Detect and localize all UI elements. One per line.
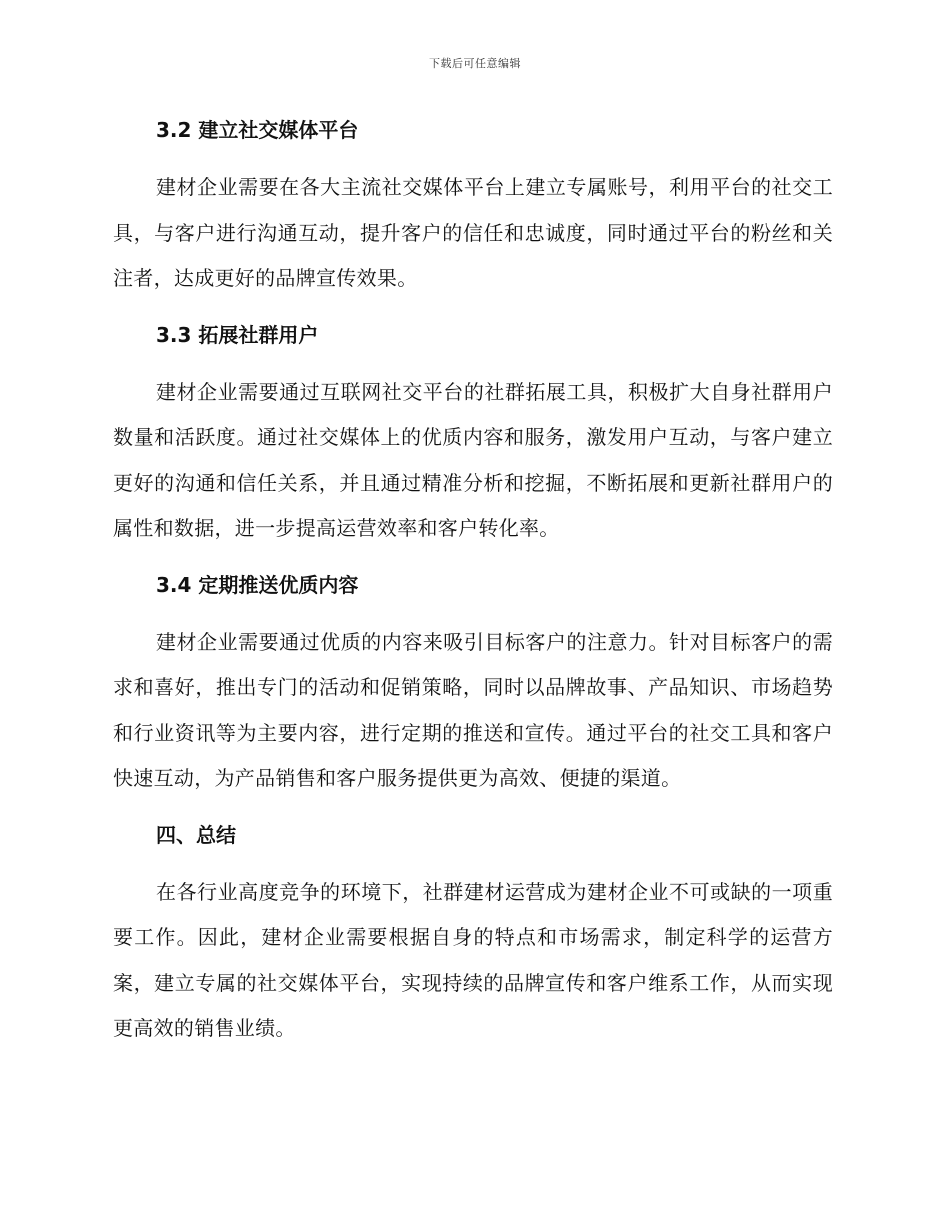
section-heading: 3.4 定期推送优质内容	[156, 572, 359, 597]
section-push-quality-content	[113, 563, 833, 813]
section-heading: 四、总结	[156, 822, 236, 847]
section-paragraph: 在各行业高度竞争的环境下，社群建材运营成为建材企业不可或缺的一项重要工作。因此，建材企业需要根据自身的特点和市场需求，制定科学的运营方案，建立专属的社交媒体平台，实现持续的品牌宣传和客户维系工作，从而实现更高效的销售业绩。	[113, 879, 833, 1040]
section-paragraph: 建材企业需要通过互联网社交平台的社群拓展工具，积极扩大自身社群用户数量和活跃度。通过社交媒体上的优质内容和服务，激发用户互动，与客户建立更好的沟通和信任关系，并且通过精准分析和挖掘，不断拓展和更新社群用户的属性和数据，进一步提高运营效率和客户转化率。	[113, 379, 833, 540]
section-paragraph: 建材企业需要在各大主流社交媒体平台上建立专属账号，利用平台的社交工具，与客户进行沟通互动，提升客户的信任和忠诚度，同时通过平台的粉丝和关注者，达成更好的品牌宣传效果。	[113, 175, 833, 290]
section-social-media-platform	[113, 108, 833, 313]
section-heading: 3.2 建立社交媒体平台	[156, 118, 359, 142]
section-expand-community-users	[113, 313, 833, 563]
section-heading: 3.3 拓展社群用户	[156, 322, 319, 347]
page-header-note: 下载后可任意编辑	[429, 57, 521, 70]
section-paragraph: 建材企业需要通过优质的内容来吸引目标客户的注意力。针对目标客户的需求和喜好，推出专门的活动和促销策略，同时以品牌故事、产品知识、市场趋势和行业资讯等为主要内容，进行定期的推送和宣传。通过平台的社交工具和客户快速互动，为产品销售和客户服务提供更为高效、便捷的渠道。	[113, 629, 833, 790]
section-summary	[113, 813, 833, 1052]
document-body	[113, 108, 833, 1052]
